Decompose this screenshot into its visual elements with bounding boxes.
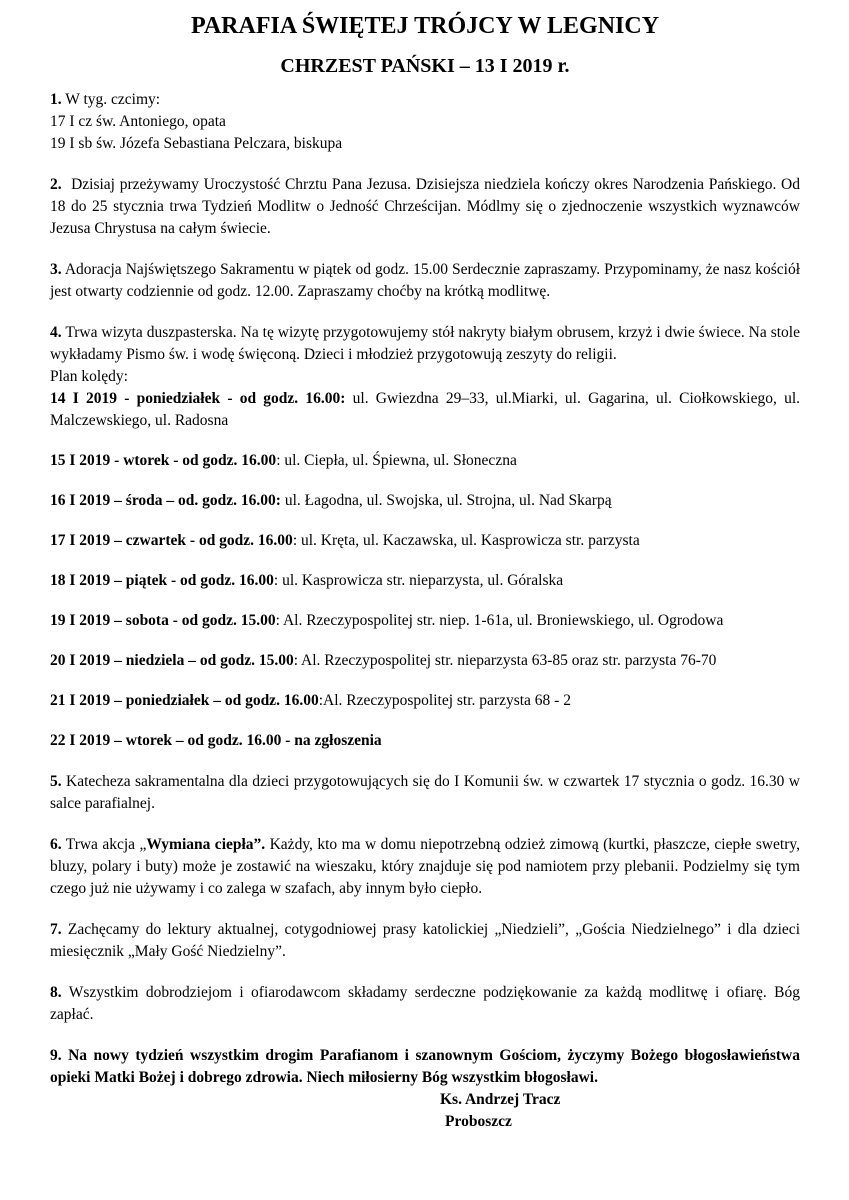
visit-date: 22 I 2019 – wtorek – od godz. 16.00 - na zgłoszenia: [50, 732, 382, 749]
announcement-8: [50, 982, 800, 1026]
pastor-role: Proboszcz: [445, 1113, 512, 1130]
visit-date: 20 I 2019 – niedziela – od godz. 15.00: [50, 652, 294, 669]
announcement-text: Adoracja Najświętszego Sakramentu w piątek od godz. 15.00 Serdecznie zapraszamy. Przypominamy, że nasz kościół jest otwarty codziennie od godz. 12.00. Zapraszamy choćby na krótką modlitwę.: [50, 261, 800, 300]
visit-row: [50, 690, 800, 712]
announcement-number: 8.: [50, 984, 62, 1001]
announcement-text: Trwa wizyta duszpasterska. Na tę wizytę przygotowujemy stół nakryty białym obrusem, krzyż i dwie świece. Na stole wykładamy Pismo św. i wodę święconą. Dzieci i młodzież przygotowują zeszyty do religii.: [50, 324, 800, 363]
announcement-7: [50, 919, 800, 963]
announcement-number: 1.: [50, 91, 62, 108]
announcement-number: 5.: [50, 773, 62, 790]
feast-line: 17 I cz św. Antoniego, opata: [50, 113, 226, 130]
visit-row: [50, 730, 800, 752]
visit-row: [50, 530, 800, 552]
visit-date: 16 I 2019 – środa – od. godz. 16.00:: [50, 492, 281, 509]
announcement-3: [50, 259, 800, 303]
announcement-number: 2.: [50, 176, 62, 193]
visit-row: [50, 490, 800, 512]
visit-row: [50, 388, 800, 432]
announcement-number: 4.: [50, 324, 62, 341]
visit-streets: :Al. Rzeczypospolitej str. parzysta 68 - 2: [318, 692, 571, 709]
announcement-text: W tyg. czcimy:: [65, 91, 161, 108]
visit-date: 15 I 2019 - wtorek - od godz. 16.00: [50, 452, 277, 469]
bulletin-page: [50, 12, 800, 1133]
announcement-text: Trwa akcja „: [65, 836, 147, 853]
bulletin-date-title: CHRZEST PAŃSKI – 13 I 2019 r.: [280, 55, 570, 77]
visit-plan-heading: Plan kolędy:: [50, 368, 128, 385]
pastor-name: Ks. Andrzej Tracz: [440, 1091, 561, 1108]
visit-streets: : ul. Ciepła, ul. Śpiewna, ul. Słoneczna: [276, 452, 517, 469]
parish-title: PARAFIA ŚWIĘTEJ TRÓJCY W LEGNICY: [190, 13, 660, 39]
visit-schedule: [50, 388, 800, 752]
announcement-number: 6.: [50, 836, 62, 853]
visit-date: 17 I 2019 – czwartek - od godz. 16.00: [50, 532, 293, 549]
campaign-name: Wymiana ciepła”.: [146, 836, 266, 853]
visit-streets: : Al. Rzeczypospolitej str. nieparzysta 63-85 oraz str. parzysta 76-70: [293, 652, 717, 669]
visit-date: 18 I 2019 – piątek - od godz. 16.00: [50, 572, 274, 589]
feast-line: 19 I sb św. Józefa Sebastiana Pelczara, biskupa: [50, 135, 343, 152]
visit-date: 19 I 2019 – sobota - od godz. 15.00: [50, 612, 276, 629]
announcement-text: Zachęcamy do lektury aktualnej, cotygodniowej prasy katolickiej „Niedzieli”, „Gościa Niedzielnego” i dla dzieci miesięcznik „Mały Gość Niedzielny”.: [50, 921, 800, 960]
signature-block: [50, 1089, 800, 1133]
announcement-1: [50, 89, 800, 155]
visit-row: [50, 570, 800, 592]
announcement-text: Dzisiaj przeżywamy Uroczystość Chrztu Pana Jezusa. Dzisiejsza niedziela kończy okres Narodzenia Pańskiego. Od 18 do 25 stycznia trwa Tydzień Modlitw o Jedność Chrześcijan. Módlmy się o zjednoczenie wszystkich wyznawców Jezusa Chrystusa na całym świecie.: [50, 176, 801, 237]
announcement-9: [50, 1045, 800, 1089]
visit-row: [50, 450, 800, 472]
visit-streets: : Al. Rzeczypospolitej str. niep. 1-61a, ul. Broniewskiego, ul. Ogrodowa: [275, 612, 724, 629]
announcement-number: 3.: [50, 261, 62, 278]
announcement-5: [50, 771, 800, 815]
visit-row: [50, 610, 800, 632]
visit-streets: : ul. Kasprowicza str. nieparzysta, ul. Góralska: [273, 572, 564, 589]
announcement-2: [50, 174, 800, 240]
visit-date: 14 I 2019 - poniedziałek - od godz. 16.00:: [50, 390, 346, 407]
announcement-6: [50, 834, 800, 900]
announcement-text: Wszystkim dobrodziejom i ofiarodawcom składamy serdeczne podziękowanie za każdą modlitwę i ofiarę. Bóg zapłać.: [50, 984, 800, 1023]
visit-streets: : ul. Kręta, ul. Kaczawska, ul. Kasprowicza str. parzysta: [292, 532, 640, 549]
blessing-text: 9. Na nowy tydzień wszystkim drogim Parafianom i szanownym Gościom, życzymy Bożego błogosławieństwa opieki Matki Bożej i dobrego zdrowia. Niech miłosierny Bóg wszystkim błogosławi.: [50, 1047, 800, 1086]
visit-date: 21 I 2019 – poniedziałek – od godz. 16.00: [50, 692, 319, 709]
announcement-4: [50, 322, 800, 752]
announcement-number: 7.: [50, 921, 62, 938]
announcement-text: Katecheza sakramentalna dla dzieci przygotowujących się do I Komunii św. w czwartek 17 stycznia o godz. 16.30 w salce parafialnej.: [50, 773, 800, 812]
visit-streets: ul. Gwiezdna 29–33, ul.Miarki, ul. Gagarina, ul. Ciołkowskiego, ul. Malczewskiego, ul. Radosna: [50, 390, 800, 429]
visit-streets: ul. Łagodna, ul. Swojska, ul. Strojna, ul. Nad Skarpą: [280, 492, 612, 509]
visit-row: [50, 650, 800, 672]
announcement-text: Każdy, kto ma w domu niepotrzebną odzież zimową (kurtki, płaszcze, ciepłe swetry, bluzy, polary i buty) może je zostawić na wieszaku, który znajduje się pod namiotem przy plebanii. Podzielmy się tym czego już nie używamy i co zalega w szafach, aby innym było ciepło.: [50, 836, 801, 897]
